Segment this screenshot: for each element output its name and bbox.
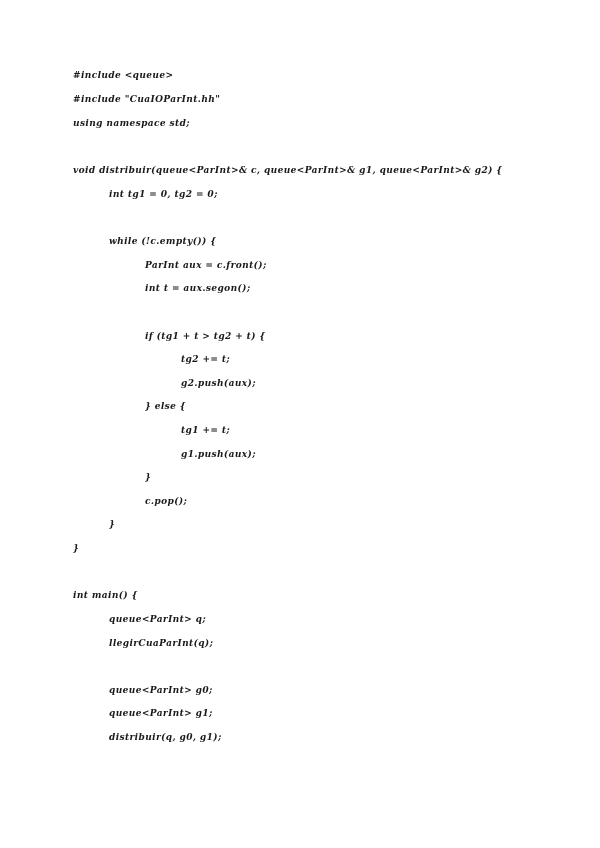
code-line-16: tg1 += t; xyxy=(181,426,231,436)
code-line-1: #include <queue> xyxy=(73,71,174,81)
code-line-28: queue<ParInt> g1; xyxy=(109,709,213,719)
code-line-21: } xyxy=(73,544,80,554)
code-line-24: queue<ParInt> q; xyxy=(109,615,207,625)
code-line-9: ParInt aux = c.front(); xyxy=(145,261,267,271)
code-line-27: queue<ParInt> g0; xyxy=(109,686,213,696)
code-line-29: distribuir(q, g0, g1); xyxy=(109,733,222,743)
code-line-17: g1.push(aux); xyxy=(181,450,256,460)
code-line-6: int tg1 = 0, tg2 = 0; xyxy=(109,190,218,200)
code-line-15: } else { xyxy=(145,402,186,412)
code-line-25: llegirCuaParInt(q); xyxy=(109,639,214,649)
code-line-18: } xyxy=(145,473,152,483)
code-line-14: g2.push(aux); xyxy=(181,379,256,389)
code-line-3: using namespace std; xyxy=(73,119,190,129)
code-line-12: if (tg1 + t > tg2 + t) { xyxy=(145,332,266,342)
code-line-8: while (!c.empty()) { xyxy=(109,237,217,247)
code-line-23: int main() { xyxy=(73,591,138,601)
code-line-5: void distribuir(queue<ParInt>& c, queue<ParInt>& g1, queue<ParInt>& g2) { xyxy=(73,166,503,176)
code-line-2: #include "CuaIOParInt.hh" xyxy=(73,95,221,105)
code-line-10: int t = aux.segon(); xyxy=(145,284,251,294)
code-line-13: tg2 += t; xyxy=(181,355,231,365)
code-line-20: } xyxy=(109,520,116,530)
code-line-19: c.pop(); xyxy=(145,497,188,507)
